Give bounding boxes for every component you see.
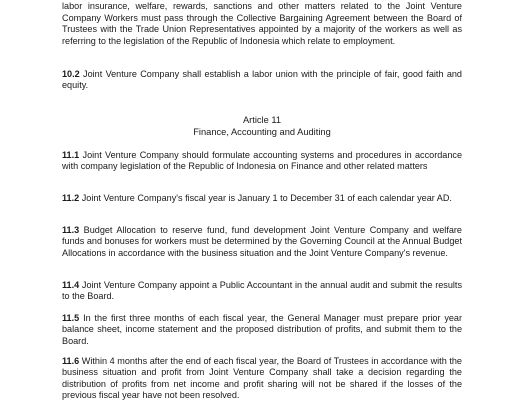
clause-text: Joint Venture Company shall establish a labor union with the principle of fair, good faith and equity. — [62, 69, 462, 91]
clause-text: Joint Venture Company's fiscal year is January 1 to December 31 of each calendar year AD. — [81, 193, 452, 203]
clause-text: Budget Allocation to reserve fund, fund development Joint Venture Company and welfare funds and bonuses for workers must be determined by the Governing Council at the Annual Budget Allocations in accordance with the business situation and the Joint Venture Company's revenue. — [62, 225, 462, 258]
clause-number: 10.2 — [62, 69, 80, 79]
clause-11-1 — [62, 150, 462, 173]
clause-text: Joint Venture Company should formulate accounting systems and procedures in accordance with company legislation of the Republic of Indonesia on Finance and other related matters — [62, 150, 462, 172]
clause-text: labor insurance, welfare, rewards, sanctions and other matters related to the Joint Venture Company Workers must pass through the Collective Bargaining Agreement between the Board of Trustees with the Trade Union Representatives appointed by a majority of the workers as well as referring to the legislation of the Republic of Indonesia which relate to employment. — [62, 1, 462, 46]
article-subtitle: Finance, Accounting and Auditing — [193, 127, 331, 137]
clause-number: 11.2 — [62, 193, 80, 203]
clause-11-2 — [62, 193, 462, 204]
clause-number: 11.4 — [62, 280, 80, 290]
article-title: Article 11 — [242, 115, 282, 125]
clause-11-3 — [62, 225, 462, 259]
clause-11-5 — [62, 313, 462, 347]
clause-10-2 — [62, 69, 462, 92]
clause-10-1 — [62, 0, 462, 47]
clause-number: 11.1 — [62, 150, 80, 160]
clause-text: Within 4 months after the end of each fiscal year, the Board of Trustees in accordance with the business situation and profit from Joint Venture Company shall take a decision regarding the distribution of profits from net income and profit sharing will not be shared if the losses of the previous fiscal year have not been resolved. — [62, 356, 462, 401]
clause-text: In the first three months of each fiscal year, the General Manager must prepare prior year balance sheet, income statement and the proposed distribution of profits, and submit them to the Board. — [62, 313, 463, 346]
clause-11-6 — [62, 356, 462, 402]
clause-number: 11.5 — [62, 313, 80, 323]
clause-11-4 — [62, 280, 462, 303]
clause-text: Joint Venture Company appoint a Public Accountant in the annual audit and submit the results to the Board. — [62, 280, 462, 302]
clause-number: 11.6 — [62, 356, 80, 366]
clause-number: 11.3 — [62, 225, 80, 235]
